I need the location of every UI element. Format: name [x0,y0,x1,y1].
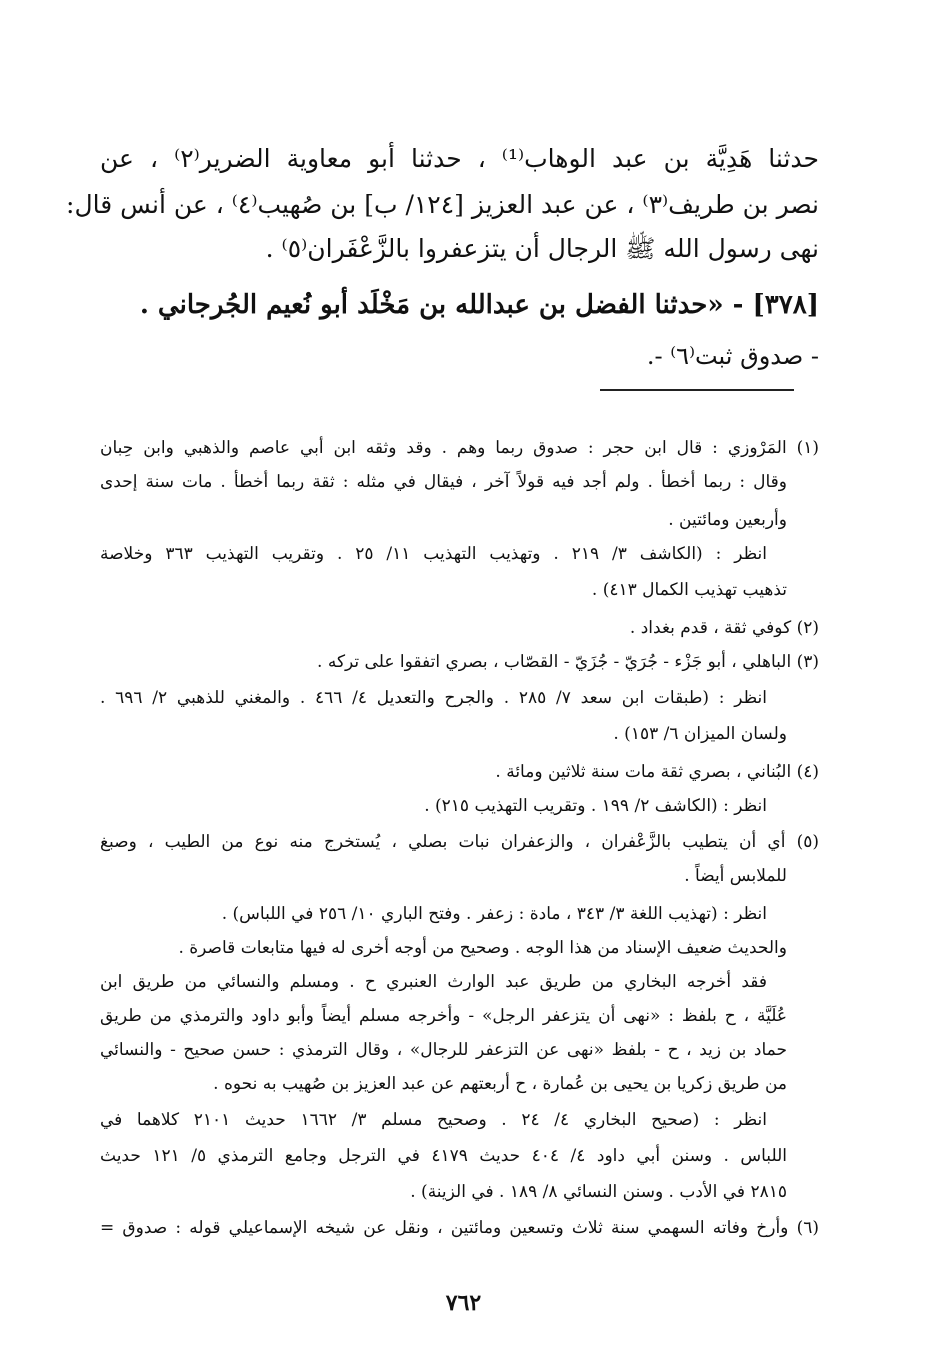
footnote-6: (٦) وأرخ وفاته السهمي سنة ثلاث وتسعين ومائتين ، ونقل عن شيخه الإسماعيلي قوله : صدوق = [100,1218,819,1238]
footnote-3: (٣) الباهلي ، أبو جَزْء - جُرَيّ - جُزَيّ - القصّاب ، بصري اتفقوا على تركه . [317,652,819,672]
footnote-3-ref-1: انظر : (طبقات ابن سعد ٧/ ٢٨٥ . والجرح والتعديل ٤/ ٤٦٦ . والمغني للذهبي ٢/ ٦٩٦ . [100,688,767,708]
footnote-2: (٢) كوفي ثقة ، قدم بغداد . [629,618,819,638]
footnote-5-line-2: للملابس أيضاً . [684,866,787,886]
footnote-5-para-4: حماد بن زيد ، ح - بلفظ «نهى عن التزعفر للرجال» ، وقال الترمذي : حسن صحيح - والنسائي [100,1040,787,1060]
footnote-1-ref-1: انظر : (الكاشف ٣/ ٢١٩ . وتهذيب التهذيب ١١/ ٢٥ . وتقريب التهذيب ٣٦٣ وخلاصة [100,544,767,564]
footnote-5-ref-3: ٢٨١٥ في الأدب . وسنن النسائي ٨/ ١٨٩ . في الزينة) . [410,1182,787,1202]
footnote-5-ref-1: انظر : (صحيح البخاري ٤/ ٢٤ . وصحيح مسلم ٣/ ١٦٦٢ حديث ٢١٠١ كلاهما في [100,1110,767,1130]
footnote-1-line-1: (١) المَرْوزي : قال ابن حجر : صدوق ربما وهم . وقد وثقه ابن أبي عاصم والذهبي وابن حِبان [100,438,819,458]
footnote-1-line-3: وأربعين ومائتين . [668,510,787,530]
footnote-5-ref: انظر : (تهذيب اللغة ٣/ ٣٤٣ ، مادة : زعفر . وفتح الباري ١٠/ ٢٥٦ في اللباس) . [221,904,767,924]
footnote-separator [600,389,794,391]
footnote-1-ref-2: تذهيب تهذيب الكمال ٤١٣) . [591,580,787,600]
main-text-line-1: حدثنا هَدِيَّة بن عبد الوهاب⁽¹⁾ ، حدثنا أبو معاوية الضرير⁽٢⁾ ، عن [100,144,819,173]
footnote-4-ref: انظر : (الكاشف ٢/ ١٩٩ . وتقريب التهذيب ٢١٥) . [424,796,767,816]
footnote-5-para-2: فقد أخرجه البخاري من طريق عبد الوارث العنبري ح . ومسلم والنسائي من طريق ابن [100,972,767,992]
footnote-5-para-3: عُلَيَّة ، ح بلفظ : «نهى أن يتزعفر الرجل» - وأخرجه مسلم أيضاً وأبو داود والترمذي من طريق [100,1006,787,1026]
footnote-5-para-5: من طريق زكريا بن يحيى بن عُمارة ، ح أربعتهم عن عبد العزيز بن صُهيب به نحوه . [213,1074,787,1094]
main-text-line-3: نهى رسول الله ﷺ الرجال أن يتزعفروا بالزَّعْفَران⁽٥⁾ . [265,234,819,263]
footnote-5-para-1: والحديث ضعيف الإسناد من هذا الوجه . وصحيح من أوجه أخرى له فيها متابعات قاصرة . [178,938,787,958]
footnote-5-line-1: (٥) أي أن يتطيب بالزَّعْفران ، والزعفران نبات بصلي ، يُستخرج منه نوع من الطيب ، وصبغ [100,832,819,852]
entry-subline: - صدوق ثبت⁽٦⁾ -. [646,342,819,370]
footnote-5-ref-2: اللباس . وسنن أبي داود ٤/ ٤٠٤ حديث ٤١٧٩ في الترجل وجامع الترمذي ٥/ ١٢١ حديث [100,1146,787,1166]
page-number: ٧٦٢ [445,1290,482,1316]
entry-heading: [٣٧٨] - «حدثنا الفضل بن عبدالله بن مَخْلَد أبو نُعيم الجُرجاني . [139,290,819,320]
main-text-line-2: نصر بن طريف⁽٣⁾ ، عن عبد العزيز [١٢٤/ ب] بن صُهيب⁽٤⁾ ، عن أنس قال: [66,190,819,219]
footnote-1-line-2: وقال : ربما أخطأ . ولم أجد فيه قولاً آخر ، فيقال في مثله : ثقة ربما أخطأ . مات سنة إحدى [100,472,787,492]
footnote-3-ref-2: ولسان الميزان ٦/ ١٥٣) . [613,724,787,744]
footnote-4: (٤) البُناني ، بصري ثقة مات سنة ثلاثين ومائة . [495,762,819,782]
